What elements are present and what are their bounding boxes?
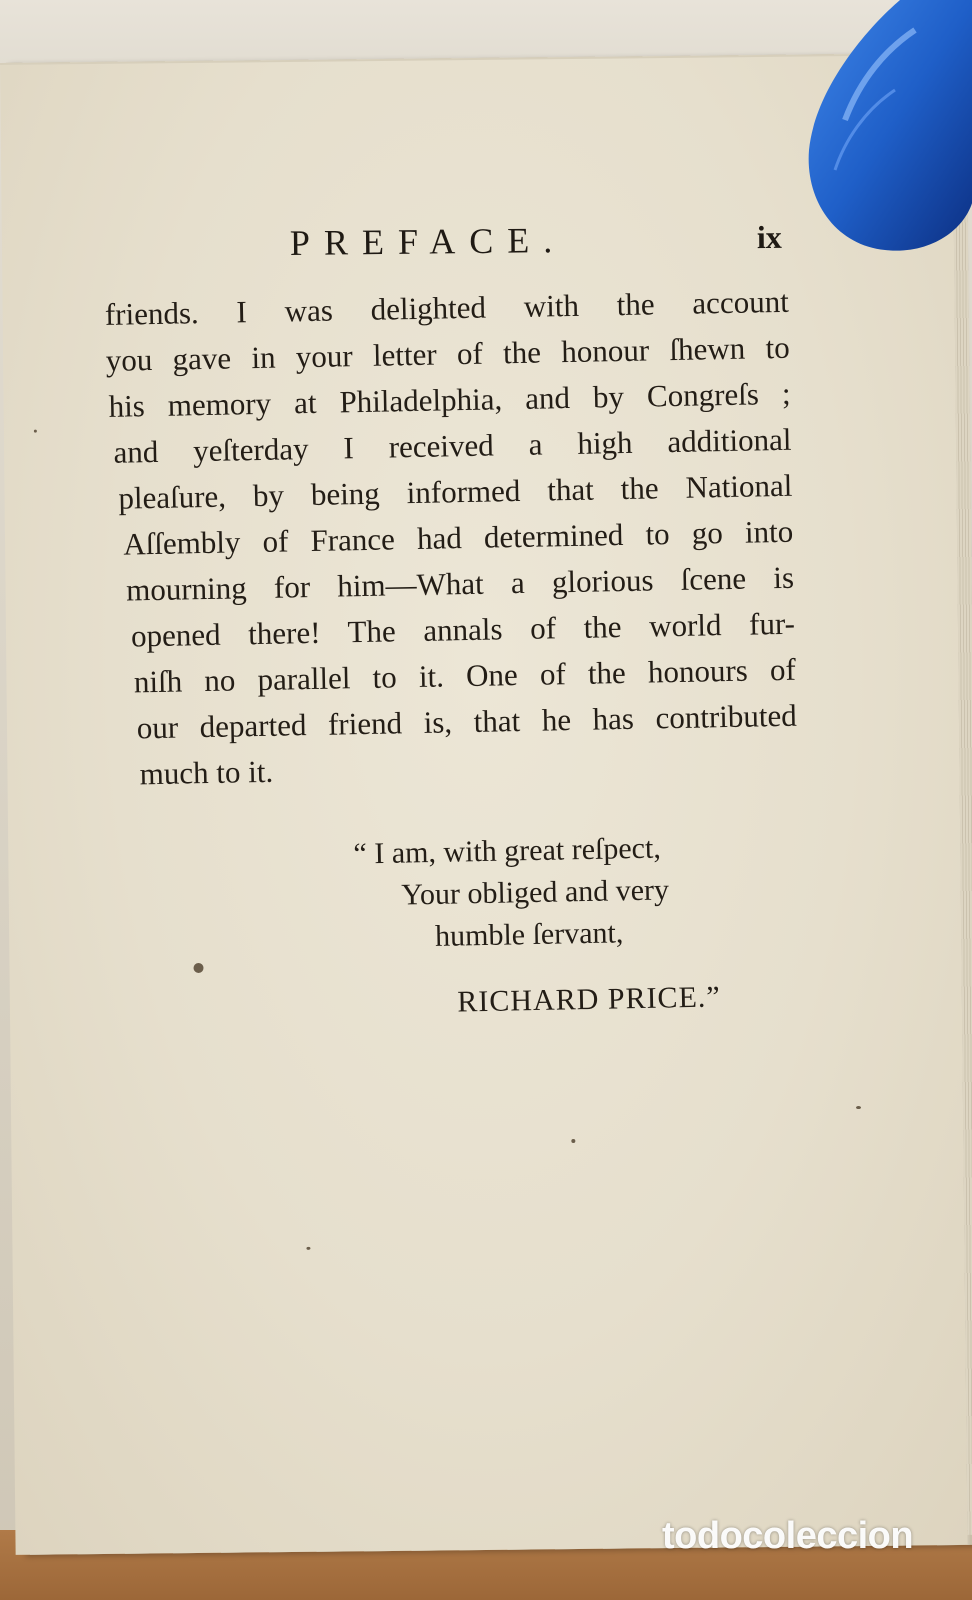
closing-line: Your obliged and very [400, 873, 670, 912]
letter-closing [8, 826, 960, 1019]
body-line: our departed friend is, that he has contributed [136, 697, 798, 746]
foxing-spot [856, 1106, 861, 1109]
page-number: ix [756, 218, 782, 256]
body-line: niſh no parallel to it. One of the honours of [133, 651, 797, 700]
watermark-logo: todocoleccion [662, 1515, 914, 1557]
body-line: and yeſterday I received a high additional [113, 421, 792, 470]
closing-line: humble ſervant, [434, 916, 624, 953]
body-line: Aſſembly of France had determined to go into [122, 513, 794, 562]
foxing-spot [34, 430, 37, 433]
body-line: friends. I was delighted with the account [104, 283, 790, 332]
foxing-spot [306, 1247, 310, 1250]
foxing-spot [571, 1139, 575, 1143]
body-line: much to it. [139, 753, 274, 792]
closing-line: “ I am, with great reſpect, [353, 831, 662, 871]
foxing-spot [193, 963, 203, 973]
preface-text [104, 279, 798, 798]
body-line: pleaſure, by being informed that the National [118, 467, 793, 516]
body-line: mourning for him—What a glorious ſcene is [125, 559, 795, 608]
signature: RICHARD PRICE.” [457, 980, 721, 1019]
body-line: his memory at Philadelphia, and by Congreſs ; [108, 375, 791, 424]
body-line: you gave in your letter of the honour ſhewn to [105, 329, 790, 378]
running-title: PREFACE. [289, 220, 567, 263]
page-clip-icon [805, 0, 972, 255]
body-line: opened there! The annals of the world fur- [130, 605, 796, 654]
book-page [0, 53, 968, 1555]
